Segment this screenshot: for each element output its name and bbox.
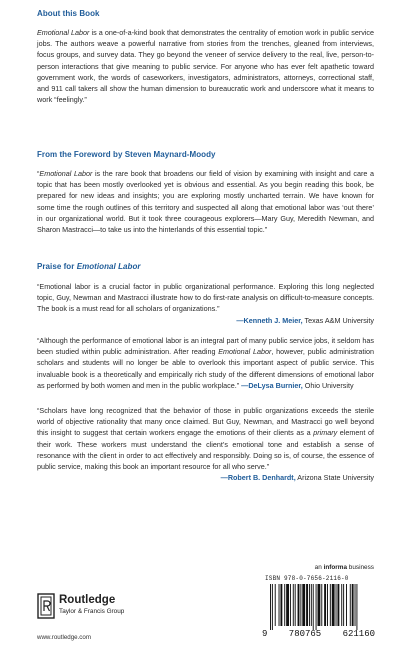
barcode-bar xyxy=(330,584,331,626)
publisher-group: Taylor & Francis Group xyxy=(59,608,125,615)
attribution-affiliation: Arizona State University xyxy=(295,473,374,483)
quote-emphasis: primary xyxy=(313,428,338,438)
barcode-bar xyxy=(306,584,308,626)
barcode-bar xyxy=(324,584,326,626)
publisher-website: www.routledge.com xyxy=(37,634,91,641)
attribution-affiliation: Texas A&M University xyxy=(302,315,374,325)
praise-heading xyxy=(37,262,141,271)
barcode-digits xyxy=(262,629,375,639)
attribution-dash: — xyxy=(241,380,249,390)
barcode-bar xyxy=(298,584,300,626)
barcode-bar xyxy=(343,584,344,626)
praise-quote-meier xyxy=(37,281,374,326)
barcode-bar xyxy=(346,584,347,626)
barcode-bar xyxy=(313,584,314,630)
barcode-bar xyxy=(280,584,282,626)
quote-text: “Emotional labor is a crucial factor in public organizational performance. Exploring this long neglected topic, Guy, Newman and Mastracci illustrate how to do first-rate analysis on difficult-to-measure concepts. The book is a must read for all scholars of organizations.” xyxy=(37,282,374,314)
foreword-paragraph xyxy=(37,168,374,235)
isbn-barcode xyxy=(262,575,375,641)
foreword-text: is the rare book that broadens our field of vision by examining with insight and care a topic that has been mostly overlooked yet is obvious and essential. As you begin reading this book, be prepared for new ideas and insights; you are exploring mostly uncharted terrain. We have known for some time the rough outlines of this territory and suspected all along that emotional labor was ‘out there’ in our organizational world. But it took three courageous explorers—Mary Guy, Meredith Newman, and Sharon Mastracci—to take us into the hinterlands of this essential topic.” xyxy=(37,169,374,235)
barcode-bar xyxy=(311,584,312,626)
barcode-bar xyxy=(336,584,337,626)
barcode-bar xyxy=(355,584,356,626)
informa-brand: informa xyxy=(323,564,347,571)
barcode-bar xyxy=(341,584,342,626)
quote-book-title: Emotional Labor xyxy=(218,347,272,357)
barcode-bar xyxy=(352,584,354,626)
quote-attribution xyxy=(37,315,374,326)
quote-text-b: element of their work. These workers must understand the client’s emotional tone and establish a sense of resonance with the client in order to act effectively and responsibly. Doing so is, of course, the essence of public service, making this book an important resource for all who serve.” xyxy=(37,428,374,472)
barcode-bar xyxy=(272,584,273,630)
barcode-bar xyxy=(309,584,310,626)
foreword-heading: From the Foreword by Steven Maynard-Moody xyxy=(37,150,216,159)
barcode-bar xyxy=(332,584,335,626)
barcode-bar xyxy=(316,584,317,630)
barcode-bar xyxy=(270,584,271,630)
barcode-bar xyxy=(275,584,276,626)
barcode-bar xyxy=(290,584,291,626)
barcode-right-digits: 621160 xyxy=(342,629,375,639)
barcode-bar xyxy=(356,584,357,630)
book-title: Emotional Labor xyxy=(37,28,90,37)
about-text: is a one-of-a-kind book that demonstrates the centrality of emotion work in public service jobs. The authors weave a powerful narrative from stories from the trenches, gleaned from interviews, focus groups, and survey data. They go beyond the veneer of service delivery to the real, live, person-to-person interactions that give meaning to public service. For anyone who has ever felt apathetic toward government work, the words of caseworkers, investigators, administrators, attorneys, correctional staff, and 911 call takers all show the human dimension to bureaucratic work and underscore what it means to work “feelingly.” xyxy=(37,28,374,105)
barcode-bar xyxy=(300,584,301,626)
barcode-lead-digit: 9 xyxy=(262,629,268,639)
informa-prefix: an xyxy=(314,564,324,571)
barcode-bars xyxy=(270,584,374,630)
informa-suffix: business xyxy=(347,564,374,571)
publisher-name: Routledge xyxy=(59,594,116,606)
quote-text-a: “Although the performance of emotional labor is an integral part of many public service jobs, it seldom has been studied within public administration. After reading xyxy=(37,336,374,357)
barcode-bar xyxy=(327,584,328,626)
foreword-book-title: Emotional Labor xyxy=(39,169,93,178)
barcode-bar xyxy=(293,584,294,626)
barcode-bar xyxy=(350,584,351,626)
barcode-bar xyxy=(302,584,305,626)
informa-business-line xyxy=(315,564,374,571)
attribution-dash: — xyxy=(220,473,228,483)
attribution-name: Kenneth J. Meier, xyxy=(243,315,303,325)
barcode-bar xyxy=(286,584,289,626)
barcode-bar xyxy=(279,584,280,626)
routledge-mark-icon xyxy=(37,593,55,619)
isbn-number: ISBN 978-0-7656-2116-0 xyxy=(265,575,349,582)
praise-quote-burnier xyxy=(37,335,374,391)
barcode-bar xyxy=(284,584,285,626)
praise-quote-denhardt xyxy=(37,405,374,483)
attribution-dash: — xyxy=(236,315,244,325)
attribution-affiliation: Ohio University xyxy=(302,380,354,390)
publisher-logo xyxy=(37,593,207,629)
attribution-name: Robert B. Denhardt, xyxy=(227,473,296,483)
quote-text-a: “Scholars have long recognized that the behavior of those in public organizations exceeds the sterile world of objective rationality that many once claimed. But Guy, Newman, and Mastracci go well beyond this insight to suggest that certain workers engage the emotions of their clients as a xyxy=(37,406,374,438)
quote-text-b: , however, public administration scholars and students will no longer be able to overlook this important aspect of public service. This invaluable book is a theoretically and empirically rich study of the different dimensions of emotional labor as performed by both women and men in the public workplace.” xyxy=(37,347,374,390)
praise-heading-prefix: Praise for xyxy=(37,262,77,271)
barcode-bar xyxy=(321,584,322,626)
attribution-name: DeLysa Burnier, xyxy=(248,380,303,390)
about-paragraph xyxy=(37,27,374,105)
foreword-open-quote: “ xyxy=(37,169,40,178)
barcode-bar xyxy=(318,584,321,626)
barcode-left-digits: 780765 xyxy=(288,629,322,639)
barcode-bar xyxy=(295,584,296,626)
quote-attribution xyxy=(37,472,374,483)
praise-heading-title: Emotional Labor xyxy=(76,262,141,271)
about-heading: About this Book xyxy=(37,9,100,18)
barcode-bar xyxy=(337,584,339,626)
